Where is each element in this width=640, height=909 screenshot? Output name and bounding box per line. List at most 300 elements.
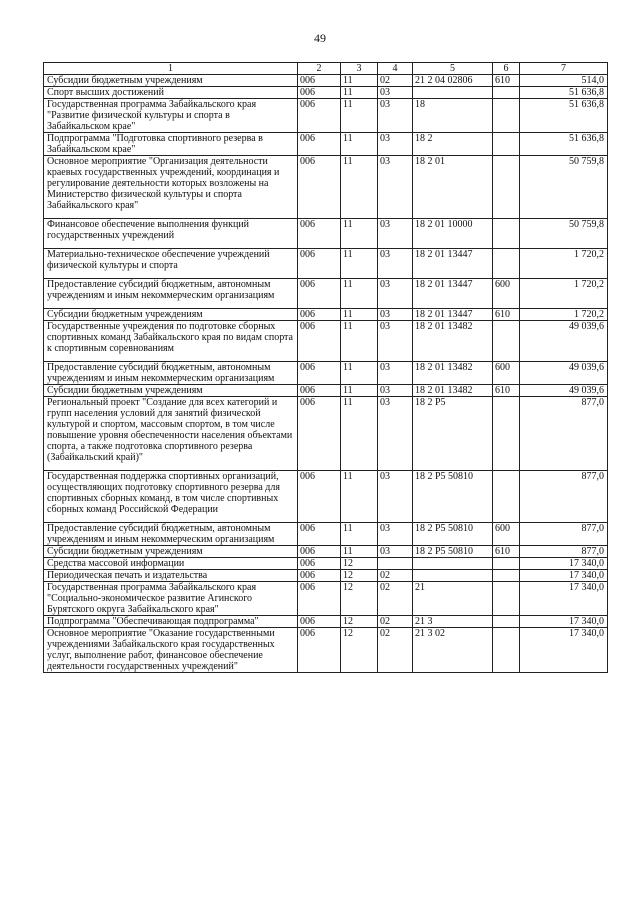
row-kind-cell <box>493 219 520 249</box>
row-kind-cell <box>493 309 520 321</box>
row-subsection-cell <box>378 397 413 471</box>
row-name-cell-text: Предоставление субсидий бюджетным, автономным учреждениям и иным некоммерческим организациям <box>47 523 275 545</box>
row-section-cell <box>341 362 378 385</box>
table-row <box>44 87 608 99</box>
row-name-cell <box>44 582 298 616</box>
row-ministry-cell <box>298 219 341 249</box>
row-amount-cell-text: 51 636,8 <box>569 99 604 110</box>
row-subsection-cell <box>378 385 413 397</box>
row-amount-cell-text: 17 340,0 <box>569 558 604 569</box>
row-ministry-cell-text: 006 <box>300 385 315 396</box>
row-amount-cell <box>520 397 608 471</box>
row-amount-cell <box>520 309 608 321</box>
row-name-cell-text: Субсидии бюджетным учреждениям <box>47 309 203 320</box>
row-ministry-cell <box>298 279 341 309</box>
row-section-cell-text: 11 <box>343 279 353 290</box>
row-target-cell <box>413 309 493 321</box>
row-name-cell <box>44 362 298 385</box>
row-ministry-cell <box>298 156 341 219</box>
row-ministry-cell-text: 006 <box>300 582 315 593</box>
row-amount-cell-text: 49 039,6 <box>569 321 604 332</box>
row-name-cell-text: Материально-техническое обеспечение учреждений физической культуры и спорта <box>47 249 270 271</box>
row-section-cell-text: 11 <box>343 546 353 557</box>
row-name-cell-text: Основное мероприятие "Организация деятельности краевых государственных учреждений, координация и регулирование деятельности которых возложены на Министерство физической культуры и спорта Забайкальского края" <box>47 156 280 211</box>
row-name-cell <box>44 321 298 362</box>
row-kind-cell <box>493 279 520 309</box>
row-name-cell-text: Государственные учреждения по подготовке сборных спортивных команд Забайкальского края по видам спорта к спортивным соревнованиям <box>47 321 293 354</box>
header-row <box>44 63 608 75</box>
row-subsection-cell-text: 03 <box>380 385 390 396</box>
row-name-cell <box>44 616 298 628</box>
row-name-cell-text: Субсидии бюджетным учреждениям <box>47 75 203 86</box>
row-section-cell-text: 11 <box>343 471 353 482</box>
row-target-cell <box>413 570 493 582</box>
row-subsection-cell-text: 03 <box>380 471 390 482</box>
row-name-cell <box>44 397 298 471</box>
row-section-cell-text: 11 <box>343 249 353 260</box>
row-name-cell-text: Подпрограмма "Подготовка спортивного резерва в Забайкальском крае" <box>47 133 263 155</box>
row-target-cell <box>413 75 493 87</box>
row-section-cell <box>341 523 378 546</box>
row-ministry-cell-text: 006 <box>300 87 315 98</box>
row-target-cell <box>413 616 493 628</box>
row-subsection-cell <box>378 616 413 628</box>
row-name-cell <box>44 133 298 156</box>
row-target-cell <box>413 628 493 673</box>
row-section-cell-text: 11 <box>343 321 353 332</box>
row-amount-cell <box>520 279 608 309</box>
row-section-cell-text: 11 <box>343 87 353 98</box>
row-ministry-cell <box>298 558 341 570</box>
row-name-cell <box>44 523 298 546</box>
row-amount-cell <box>520 570 608 582</box>
row-target-cell <box>413 133 493 156</box>
row-kind-cell <box>493 87 520 99</box>
row-kind-cell-text: 600 <box>495 523 510 534</box>
table-row <box>44 133 608 156</box>
row-subsection-cell-text: 03 <box>380 87 390 98</box>
row-section-cell <box>341 309 378 321</box>
row-amount-cell-text: 50 759,8 <box>569 156 604 167</box>
row-section-cell <box>341 75 378 87</box>
row-ministry-cell-text: 006 <box>300 546 315 557</box>
row-amount-cell-text: 1 720,2 <box>574 249 604 260</box>
row-target-cell <box>413 546 493 558</box>
row-target-cell <box>413 523 493 546</box>
row-target-cell-text: 18 2 01 13447 <box>415 279 473 290</box>
row-subsection-cell-text: 03 <box>380 362 390 373</box>
table-row <box>44 582 608 616</box>
row-subsection-cell <box>378 362 413 385</box>
row-amount-cell-text: 49 039,6 <box>569 385 604 396</box>
row-name-cell-text: Основное мероприятие "Оказание государственными учреждениями Забайкальского края государственных услуг, выполнение работ, финансовое обеспечение деятельности государственных учреждений" <box>47 628 275 672</box>
row-subsection-cell <box>378 570 413 582</box>
column-header: 7 <box>520 63 608 75</box>
row-target-cell-text: 18 2 <box>415 133 433 144</box>
row-target-cell-text: 18 2 01 13482 <box>415 321 473 332</box>
row-section-cell <box>341 558 378 570</box>
row-ministry-cell <box>298 397 341 471</box>
row-kind-cell-text: 610 <box>495 546 510 557</box>
table-row <box>44 249 608 279</box>
row-target-cell-text: 18 2 01 13482 <box>415 362 473 373</box>
row-subsection-cell-text: 03 <box>380 133 390 144</box>
row-kind-cell <box>493 546 520 558</box>
row-section-cell-text: 11 <box>343 385 353 396</box>
row-subsection-cell <box>378 558 413 570</box>
row-target-cell <box>413 87 493 99</box>
budget-table <box>43 62 608 673</box>
row-amount-cell <box>520 219 608 249</box>
table-row <box>44 546 608 558</box>
row-target-cell-text: 18 2 P5 50810 <box>415 546 474 557</box>
row-amount-cell <box>520 616 608 628</box>
row-ministry-cell-text: 006 <box>300 99 315 110</box>
row-section-cell <box>341 87 378 99</box>
row-name-cell <box>44 546 298 558</box>
row-section-cell-text: 12 <box>343 558 353 569</box>
row-name-cell <box>44 279 298 309</box>
row-subsection-cell-text: 02 <box>380 616 390 627</box>
row-name-cell <box>44 75 298 87</box>
row-section-cell <box>341 628 378 673</box>
row-amount-cell-text: 514,0 <box>581 75 604 86</box>
row-amount-cell <box>520 558 608 570</box>
row-amount-cell <box>520 133 608 156</box>
row-name-cell <box>44 87 298 99</box>
row-subsection-cell <box>378 87 413 99</box>
row-spacer <box>47 301 295 308</box>
row-kind-cell-text: 600 <box>495 279 510 290</box>
row-ministry-cell-text: 006 <box>300 616 315 627</box>
row-name-cell <box>44 249 298 279</box>
row-name-cell <box>44 628 298 673</box>
row-section-cell <box>341 321 378 362</box>
row-kind-cell <box>493 75 520 87</box>
row-spacer <box>47 271 295 278</box>
row-spacer <box>47 211 295 218</box>
row-subsection-cell-text: 02 <box>380 582 390 593</box>
row-subsection-cell <box>378 471 413 523</box>
row-kind-cell <box>493 471 520 523</box>
table-row <box>44 558 608 570</box>
row-name-cell <box>44 156 298 219</box>
column-header: 3 <box>341 63 378 75</box>
row-amount-cell <box>520 87 608 99</box>
row-name-cell <box>44 558 298 570</box>
row-subsection-cell-text: 03 <box>380 279 390 290</box>
column-header: 2 <box>298 63 341 75</box>
row-spacer <box>47 463 295 470</box>
row-kind-cell <box>493 99 520 133</box>
row-section-cell-text: 12 <box>343 628 353 639</box>
row-kind-cell <box>493 523 520 546</box>
row-ministry-cell <box>298 133 341 156</box>
row-ministry-cell-text: 006 <box>300 219 315 230</box>
row-amount-cell-text: 877,0 <box>581 397 604 408</box>
row-amount-cell-text: 877,0 <box>581 523 604 534</box>
row-subsection-cell <box>378 249 413 279</box>
row-target-cell <box>413 471 493 523</box>
row-name-cell <box>44 309 298 321</box>
table-row <box>44 75 608 87</box>
row-section-cell <box>341 385 378 397</box>
row-subsection-cell-text: 03 <box>380 99 390 110</box>
row-section-cell <box>341 616 378 628</box>
row-amount-cell-text: 17 340,0 <box>569 582 604 593</box>
row-section-cell <box>341 133 378 156</box>
row-ministry-cell-text: 006 <box>300 628 315 639</box>
row-subsection-cell <box>378 219 413 249</box>
row-target-cell-text: 21 3 02 <box>415 628 445 639</box>
row-name-cell-text: Региональный проект "Создание для всех категорий и групп населения условий для занятий физической культурой и спортом, массовым спортом, в том числе повышение уровня обеспеченности населения объектами спорта, а также подготовка спортивного резерва (Забайкальский край)" <box>47 397 293 463</box>
row-subsection-cell <box>378 75 413 87</box>
row-target-cell-text: 18 2 01 <box>415 156 445 167</box>
row-target-cell <box>413 362 493 385</box>
row-ministry-cell-text: 006 <box>300 156 315 167</box>
row-section-cell-text: 11 <box>343 523 353 534</box>
row-spacer <box>47 241 295 248</box>
row-ministry-cell-text: 006 <box>300 362 315 373</box>
row-section-cell <box>341 219 378 249</box>
row-name-cell <box>44 99 298 133</box>
row-ministry-cell-text: 006 <box>300 397 315 408</box>
row-kind-cell <box>493 558 520 570</box>
row-name-cell <box>44 385 298 397</box>
row-name-cell-text: Финансовое обеспечение выполнения функций государственных учреждений <box>47 219 250 241</box>
column-header: 5 <box>413 63 493 75</box>
row-target-cell-text: 21 2 04 02806 <box>415 75 473 86</box>
row-ministry-cell <box>298 309 341 321</box>
page-number: 49 <box>314 31 326 45</box>
row-name-cell-text: Подпрограмма "Обеспечивающая подпрограмма" <box>47 616 259 627</box>
row-amount-cell-text: 51 636,8 <box>569 133 604 144</box>
row-name-cell-text: Государственная программа Забайкальского края "Социально-экономическое развитие Агинского Бурятского округа Забайкальского края" <box>47 582 257 615</box>
row-amount-cell-text: 1 720,2 <box>574 279 604 290</box>
row-subsection-cell-text: 03 <box>380 219 390 230</box>
row-target-cell-text: 18 <box>415 99 425 110</box>
table-row <box>44 385 608 397</box>
row-name-cell <box>44 471 298 523</box>
row-section-cell-text: 12 <box>343 582 353 593</box>
row-name-cell-text: Периодическая печать и издательства <box>47 570 208 581</box>
row-amount-cell <box>520 523 608 546</box>
row-subsection-cell <box>378 309 413 321</box>
table-row <box>44 471 608 523</box>
row-target-cell-text: 18 2 P5 <box>415 397 446 408</box>
row-name-cell-text: Государственная поддержка спортивных организаций, осуществляющих подготовку спортивного резерва для спортивных сборных команд, в том числе спортивных сборных команд Российской Федерации <box>47 471 280 515</box>
row-section-cell-text: 11 <box>343 362 353 373</box>
row-subsection-cell <box>378 523 413 546</box>
row-ministry-cell-text: 006 <box>300 471 315 482</box>
row-subsection-cell-text: 02 <box>380 570 390 581</box>
row-amount-cell-text: 17 340,0 <box>569 616 604 627</box>
row-ministry-cell <box>298 362 341 385</box>
row-spacer <box>47 354 295 361</box>
row-target-cell <box>413 397 493 471</box>
row-target-cell <box>413 279 493 309</box>
row-name-cell-text: Средства массовой информации <box>47 558 185 569</box>
row-target-cell-text: 21 <box>415 582 425 593</box>
row-kind-cell-text: 610 <box>495 309 510 320</box>
row-section-cell <box>341 99 378 133</box>
row-ministry-cell <box>298 321 341 362</box>
row-kind-cell <box>493 385 520 397</box>
row-section-cell <box>341 156 378 219</box>
row-section-cell-text: 12 <box>343 570 353 581</box>
row-name-cell-text: Предоставление субсидий бюджетным, автономным учреждениям и иным некоммерческим организациям <box>47 279 275 301</box>
row-section-cell-text: 11 <box>343 397 353 408</box>
row-ministry-cell-text: 006 <box>300 133 315 144</box>
table-row <box>44 321 608 362</box>
row-section-cell <box>341 279 378 309</box>
row-amount-cell <box>520 249 608 279</box>
row-ministry-cell <box>298 99 341 133</box>
table-row <box>44 309 608 321</box>
row-amount-cell <box>520 471 608 523</box>
row-amount-cell-text: 51 636,8 <box>569 87 604 98</box>
row-ministry-cell-text: 006 <box>300 523 315 534</box>
row-subsection-cell <box>378 99 413 133</box>
table-row <box>44 156 608 219</box>
row-subsection-cell <box>378 156 413 219</box>
row-subsection-cell <box>378 582 413 616</box>
row-ministry-cell <box>298 471 341 523</box>
row-target-cell-text: 21 3 <box>415 616 433 627</box>
row-spacer <box>47 515 295 522</box>
row-name-cell-text: Субсидии бюджетным учреждениям <box>47 546 203 557</box>
row-amount-cell <box>520 628 608 673</box>
row-ministry-cell-text: 006 <box>300 249 315 260</box>
row-kind-cell <box>493 582 520 616</box>
row-kind-cell <box>493 362 520 385</box>
row-amount-cell-text: 49 039,6 <box>569 362 604 373</box>
row-target-cell <box>413 156 493 219</box>
row-section-cell-text: 11 <box>343 156 353 167</box>
row-target-cell-text: 18 2 P5 50810 <box>415 471 474 482</box>
row-kind-cell-text: 610 <box>495 75 510 86</box>
table-row <box>44 279 608 309</box>
row-kind-cell <box>493 133 520 156</box>
row-ministry-cell-text: 006 <box>300 558 315 569</box>
row-section-cell-text: 11 <box>343 75 353 86</box>
row-section-cell <box>341 582 378 616</box>
table-row <box>44 99 608 133</box>
row-amount-cell <box>520 362 608 385</box>
row-subsection-cell-text: 03 <box>380 249 390 260</box>
row-kind-cell <box>493 321 520 362</box>
row-ministry-cell <box>298 75 341 87</box>
row-target-cell-text: 18 2 01 13447 <box>415 309 473 320</box>
row-section-cell-text: 11 <box>343 309 353 320</box>
row-section-cell <box>341 546 378 558</box>
row-amount-cell-text: 1 720,2 <box>574 309 604 320</box>
row-subsection-cell <box>378 546 413 558</box>
row-subsection-cell-text: 03 <box>380 397 390 408</box>
row-ministry-cell <box>298 546 341 558</box>
row-subsection-cell-text: 03 <box>380 321 390 332</box>
row-name-cell-text: Спорт высших достижений <box>47 87 164 98</box>
table-row <box>44 362 608 385</box>
row-kind-cell <box>493 628 520 673</box>
row-target-cell <box>413 385 493 397</box>
row-target-cell <box>413 582 493 616</box>
row-target-cell <box>413 219 493 249</box>
row-amount-cell <box>520 99 608 133</box>
row-ministry-cell-text: 006 <box>300 279 315 290</box>
row-section-cell <box>341 471 378 523</box>
row-kind-cell-text: 610 <box>495 385 510 396</box>
row-kind-cell <box>493 397 520 471</box>
row-ministry-cell <box>298 523 341 546</box>
column-header: 6 <box>493 63 520 75</box>
row-subsection-cell-text: 03 <box>380 546 390 557</box>
table-row <box>44 397 608 471</box>
row-target-cell-text: 18 2 P5 50810 <box>415 523 474 534</box>
row-subsection-cell <box>378 321 413 362</box>
row-section-cell <box>341 570 378 582</box>
row-ministry-cell <box>298 616 341 628</box>
row-name-cell-text: Государственная программа Забайкальского края "Развитие физической культуры и спорта в Забайкальском крае" <box>47 99 257 132</box>
row-section-cell-text: 11 <box>343 219 353 230</box>
row-amount-cell <box>520 546 608 558</box>
row-target-cell-text: 18 2 01 13482 <box>415 385 473 396</box>
row-subsection-cell-text: 03 <box>380 309 390 320</box>
row-section-cell-text: 11 <box>343 133 353 144</box>
row-subsection-cell-text: 02 <box>380 75 390 86</box>
row-target-cell <box>413 558 493 570</box>
column-header: 1 <box>44 63 298 75</box>
row-target-cell <box>413 249 493 279</box>
row-section-cell <box>341 397 378 471</box>
row-section-cell-text: 12 <box>343 616 353 627</box>
row-ministry-cell-text: 006 <box>300 75 315 86</box>
row-section-cell <box>341 249 378 279</box>
row-amount-cell-text: 50 759,8 <box>569 219 604 230</box>
row-amount-cell <box>520 156 608 219</box>
row-amount-cell-text: 877,0 <box>581 546 604 557</box>
table-row <box>44 570 608 582</box>
row-subsection-cell-text: 03 <box>380 156 390 167</box>
row-ministry-cell-text: 006 <box>300 309 315 320</box>
row-amount-cell-text: 17 340,0 <box>569 628 604 639</box>
row-name-cell-text: Предоставление субсидий бюджетным, автономным учреждениям и иным некоммерческим организациям <box>47 362 275 384</box>
row-name-cell-text: Субсидии бюджетным учреждениям <box>47 385 203 396</box>
row-ministry-cell <box>298 87 341 99</box>
row-target-cell-text: 18 2 01 10000 <box>415 219 473 230</box>
row-ministry-cell <box>298 582 341 616</box>
row-amount-cell <box>520 582 608 616</box>
row-amount-cell-text: 877,0 <box>581 471 604 482</box>
row-subsection-cell <box>378 279 413 309</box>
row-subsection-cell-text: 03 <box>380 523 390 534</box>
row-kind-cell <box>493 616 520 628</box>
table-row <box>44 219 608 249</box>
row-ministry-cell <box>298 249 341 279</box>
row-ministry-cell <box>298 385 341 397</box>
column-header: 4 <box>378 63 413 75</box>
row-target-cell-text: 18 2 01 13447 <box>415 249 473 260</box>
row-kind-cell-text: 600 <box>495 362 510 373</box>
row-target-cell <box>413 99 493 133</box>
row-name-cell <box>44 570 298 582</box>
row-amount-cell-text: 17 340,0 <box>569 570 604 581</box>
row-subsection-cell-text: 02 <box>380 628 390 639</box>
row-ministry-cell-text: 006 <box>300 570 315 581</box>
row-ministry-cell <box>298 628 341 673</box>
row-name-cell <box>44 219 298 249</box>
table-row <box>44 616 608 628</box>
